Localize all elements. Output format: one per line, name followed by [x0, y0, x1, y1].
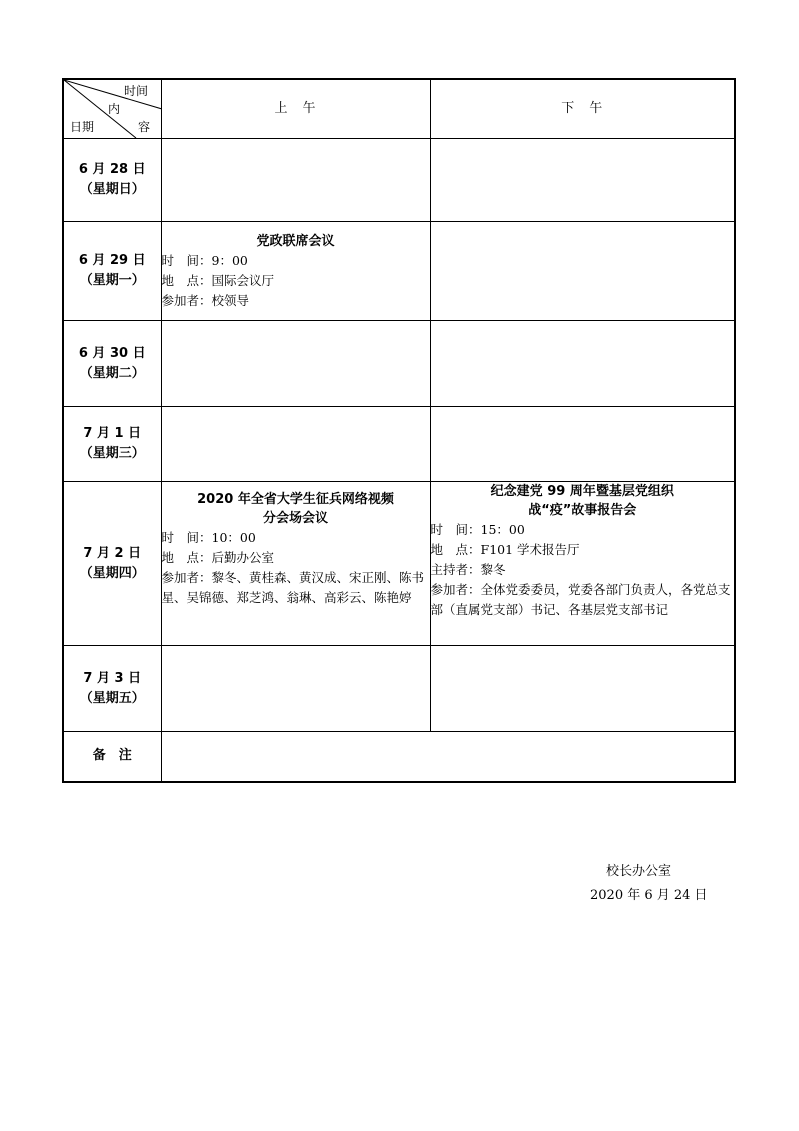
table-row — [63, 646, 735, 732]
event-title: 党政联席会议 — [256, 233, 335, 249]
afternoon-cell — [430, 482, 735, 646]
date-cell — [63, 407, 161, 482]
event-title-line-2: 战“疫”故事报告会 — [528, 503, 637, 518]
event-attendees: 参加者：黎冬、黄桂森、黄汉成、宋正刚、陈书星、吴锦德、郑芝鸿、翁琳、高彩云、陈艳婷 — [161, 570, 425, 605]
afternoon-cell — [430, 222, 735, 321]
afternoon-column-header: 下 午 — [430, 79, 735, 139]
date-text: 6 月 29 日 — [78, 253, 146, 268]
event-time: 时 间：10：00 — [161, 530, 256, 545]
morning-cell — [161, 646, 430, 732]
event-location: 地 点：国际会议厅 — [161, 272, 275, 288]
event-title: 纪念建党 99 周年暨基层党组织 — [490, 484, 674, 499]
afternoon-cell — [430, 139, 735, 222]
weekday-text: （星期日） — [79, 182, 145, 197]
event-time: 时 间：9：00 — [161, 252, 248, 268]
date-text: 6 月 28 日 — [78, 162, 146, 177]
table-row — [63, 482, 735, 646]
date-text: 7 月 2 日 — [83, 545, 142, 561]
weekday-text: （星期五） — [79, 690, 145, 706]
weekday-text: （星期二） — [79, 365, 145, 381]
date-cell — [63, 139, 161, 222]
event-attendees: 参加者：全体党委委员，党委各部门负责人，各党总支部（直属党支部）书记、各基层党支部书记 — [430, 582, 731, 617]
event-title-line-2: 分会场会议 — [262, 511, 328, 526]
event-attendees: 参加者：校领导 — [161, 292, 250, 308]
weekly-schedule-table — [62, 78, 736, 783]
issuing-office: 校长办公室 — [606, 864, 672, 879]
morning-cell — [161, 222, 430, 321]
morning-cell — [161, 321, 430, 407]
event-location: 地 点：F101 学术报告厅 — [430, 542, 580, 557]
afternoon-cell — [430, 321, 735, 407]
header-content-label: 内 — [108, 102, 121, 116]
morning-cell — [161, 139, 430, 222]
date-text: 7 月 1 日 — [83, 426, 142, 441]
date-cell — [63, 321, 161, 407]
date-text: 7 月 3 日 — [83, 670, 142, 686]
remark-cell — [161, 732, 735, 782]
weekday-text: （星期一） — [79, 273, 145, 288]
remark-label: 备 注 — [63, 732, 161, 782]
diagonal-header-cell — [63, 79, 161, 139]
event-title: 2020 年全省大学生征兵网络视频 — [197, 492, 394, 507]
issue-date: 2020 年 6 月 24 日 — [590, 888, 708, 903]
header-content-label-2: 容 — [138, 120, 151, 134]
remark-row — [63, 732, 735, 782]
date-cell — [63, 222, 161, 321]
afternoon-cell — [430, 407, 735, 482]
date-cell — [63, 482, 161, 646]
weekday-text: （星期四） — [79, 565, 145, 581]
event-time: 时 间：15：00 — [430, 522, 525, 537]
header-date-label: 日期 — [70, 120, 95, 134]
signature-block — [560, 860, 740, 908]
table-row — [63, 222, 735, 321]
date-cell — [63, 646, 161, 732]
table-row — [63, 407, 735, 482]
date-text: 6 月 30 日 — [78, 345, 146, 361]
weekday-text: （星期三） — [79, 446, 145, 461]
event-host: 主持者：黎冬 — [430, 562, 506, 577]
table-header-row — [63, 79, 735, 139]
table-row — [63, 139, 735, 222]
afternoon-cell — [430, 646, 735, 732]
event-location: 地 点：后勤办公室 — [161, 550, 275, 565]
morning-cell — [161, 482, 430, 646]
header-time-label: 时间 — [124, 84, 149, 98]
morning-cell — [161, 407, 430, 482]
table-row — [63, 321, 735, 407]
morning-column-header: 上 午 — [161, 79, 430, 139]
